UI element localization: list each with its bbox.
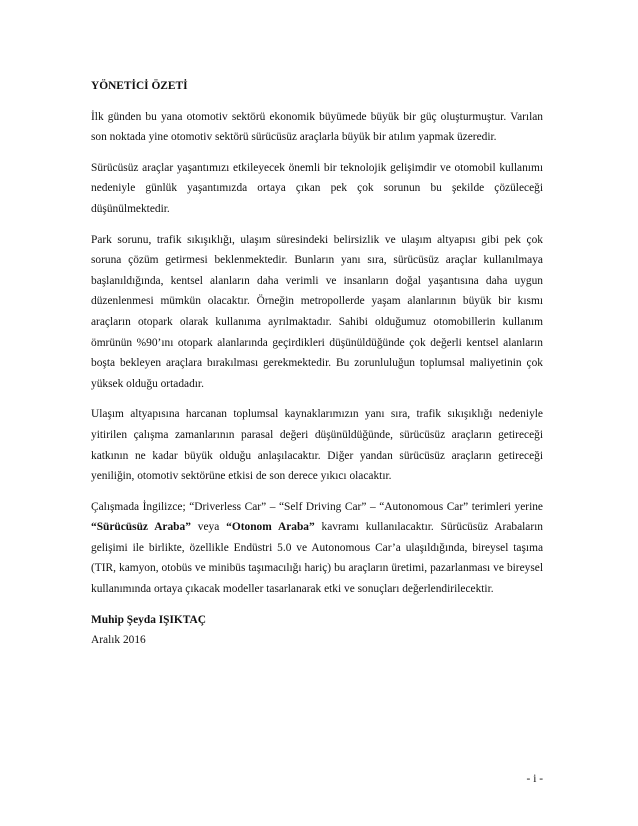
author-name: Muhip Şeyda IŞIKTAÇ xyxy=(91,613,206,626)
paragraph-5 xyxy=(91,497,543,600)
paragraph-1: İlk günden bu yana otomotiv sektörü ekonomik büyümede büyük bir güç oluşturmuştur. Varılan son noktada yine otomotiv sektörü sürücüsüz araçlarla büyük bir atılım yapmak üzeredir. xyxy=(91,110,543,144)
paragraph-4: Ulaşım altyapısına harcanan toplumsal kaynaklarımızın yanı sıra, trafik sıkışıklığı nedeniyle yitirilen çalışma zamanlarının parasal değeri düşünüldüğünde, sürücüsüz araçların getireceği katkının ne kadar büyük olduğu anlaşılacaktır. Diğer yandan sürücüsüz araçların getireceği yeniliğin, otomotiv sektörüne etkisi de son derece yıkıcı olacaktır. xyxy=(91,408,543,483)
section-heading: YÖNETİCİ ÖZETİ xyxy=(91,80,188,92)
term-otonom-araba: “Otonom Araba” xyxy=(226,521,315,534)
signature-date: Aralık 2016 xyxy=(91,634,146,647)
executive-summary xyxy=(91,76,543,651)
paragraph-2: Sürücüsüz araçlar yaşantımızı etkileyecek önemli bir teknolojik gelişimdir ve otomobil kullanımı nedeniyle günlük yaşantımızda ortaya çıkan pek çok sorunun bu şekilde çözüleceği düşünülmektedir. xyxy=(91,161,543,215)
term-surucusuz-araba: “Sürücüsüz Araba” xyxy=(91,521,191,534)
page-number: - i - xyxy=(526,773,543,785)
paragraph-5-text-c: veya xyxy=(190,521,227,534)
paragraph-3: Park sorunu, trafik sıkışıklığı, ulaşım süresindeki belirsizlik ve ulaşım altyapısı gibi pek çok soruna çözüm getirmesi beklenmektedir. Bunların yanı sıra, sürücüsüz araçlar kullanılmaya başlanıldığında, kentsel alanların daha verimli ve insanların doğal yaşantısına daha uygun düzenlenmesi mümkün olacaktır. Örneğin metropollerde yaşam alanlarının büyük bir kısmı araçların otopark olarak kullanıma ayrılmaktadır. Sahibi olduğumuz otomobillerin kullanım ömrünün %90’ını otopark alanlarında geçirdikleri düşünüldüğünde çok değerli kentsel alanların boşta bekleyen araçlara bırakılması gerekmektedir. Bu zorunluluğun toplumsal maliyetinin çok yüksek olduğu ortadadır. xyxy=(91,233,543,390)
paragraph-5-text-e: kavramı kullanılacaktır. Sürücüsüz Arabaların gelişimi ile birlikte, özellikle Endüstri 5.0 ve Autonomous Car’a ulaşıldığında, bireysel taşıma (TIR, kamyon, otobüs ve minibüs taşımacılığı hariç) bu araçların üretimi, pazarlanması ve bireysel kullanımında ortaya çıkacak modeller tasarlanarak etki ve sonuçları değerlendirilecektir. xyxy=(91,521,544,596)
paragraph-5-text-a: Çalışmada İngilizce; “Driverless Car” – “Self Driving Car” – “Autonomous Car” terimleri yerine xyxy=(91,500,543,513)
